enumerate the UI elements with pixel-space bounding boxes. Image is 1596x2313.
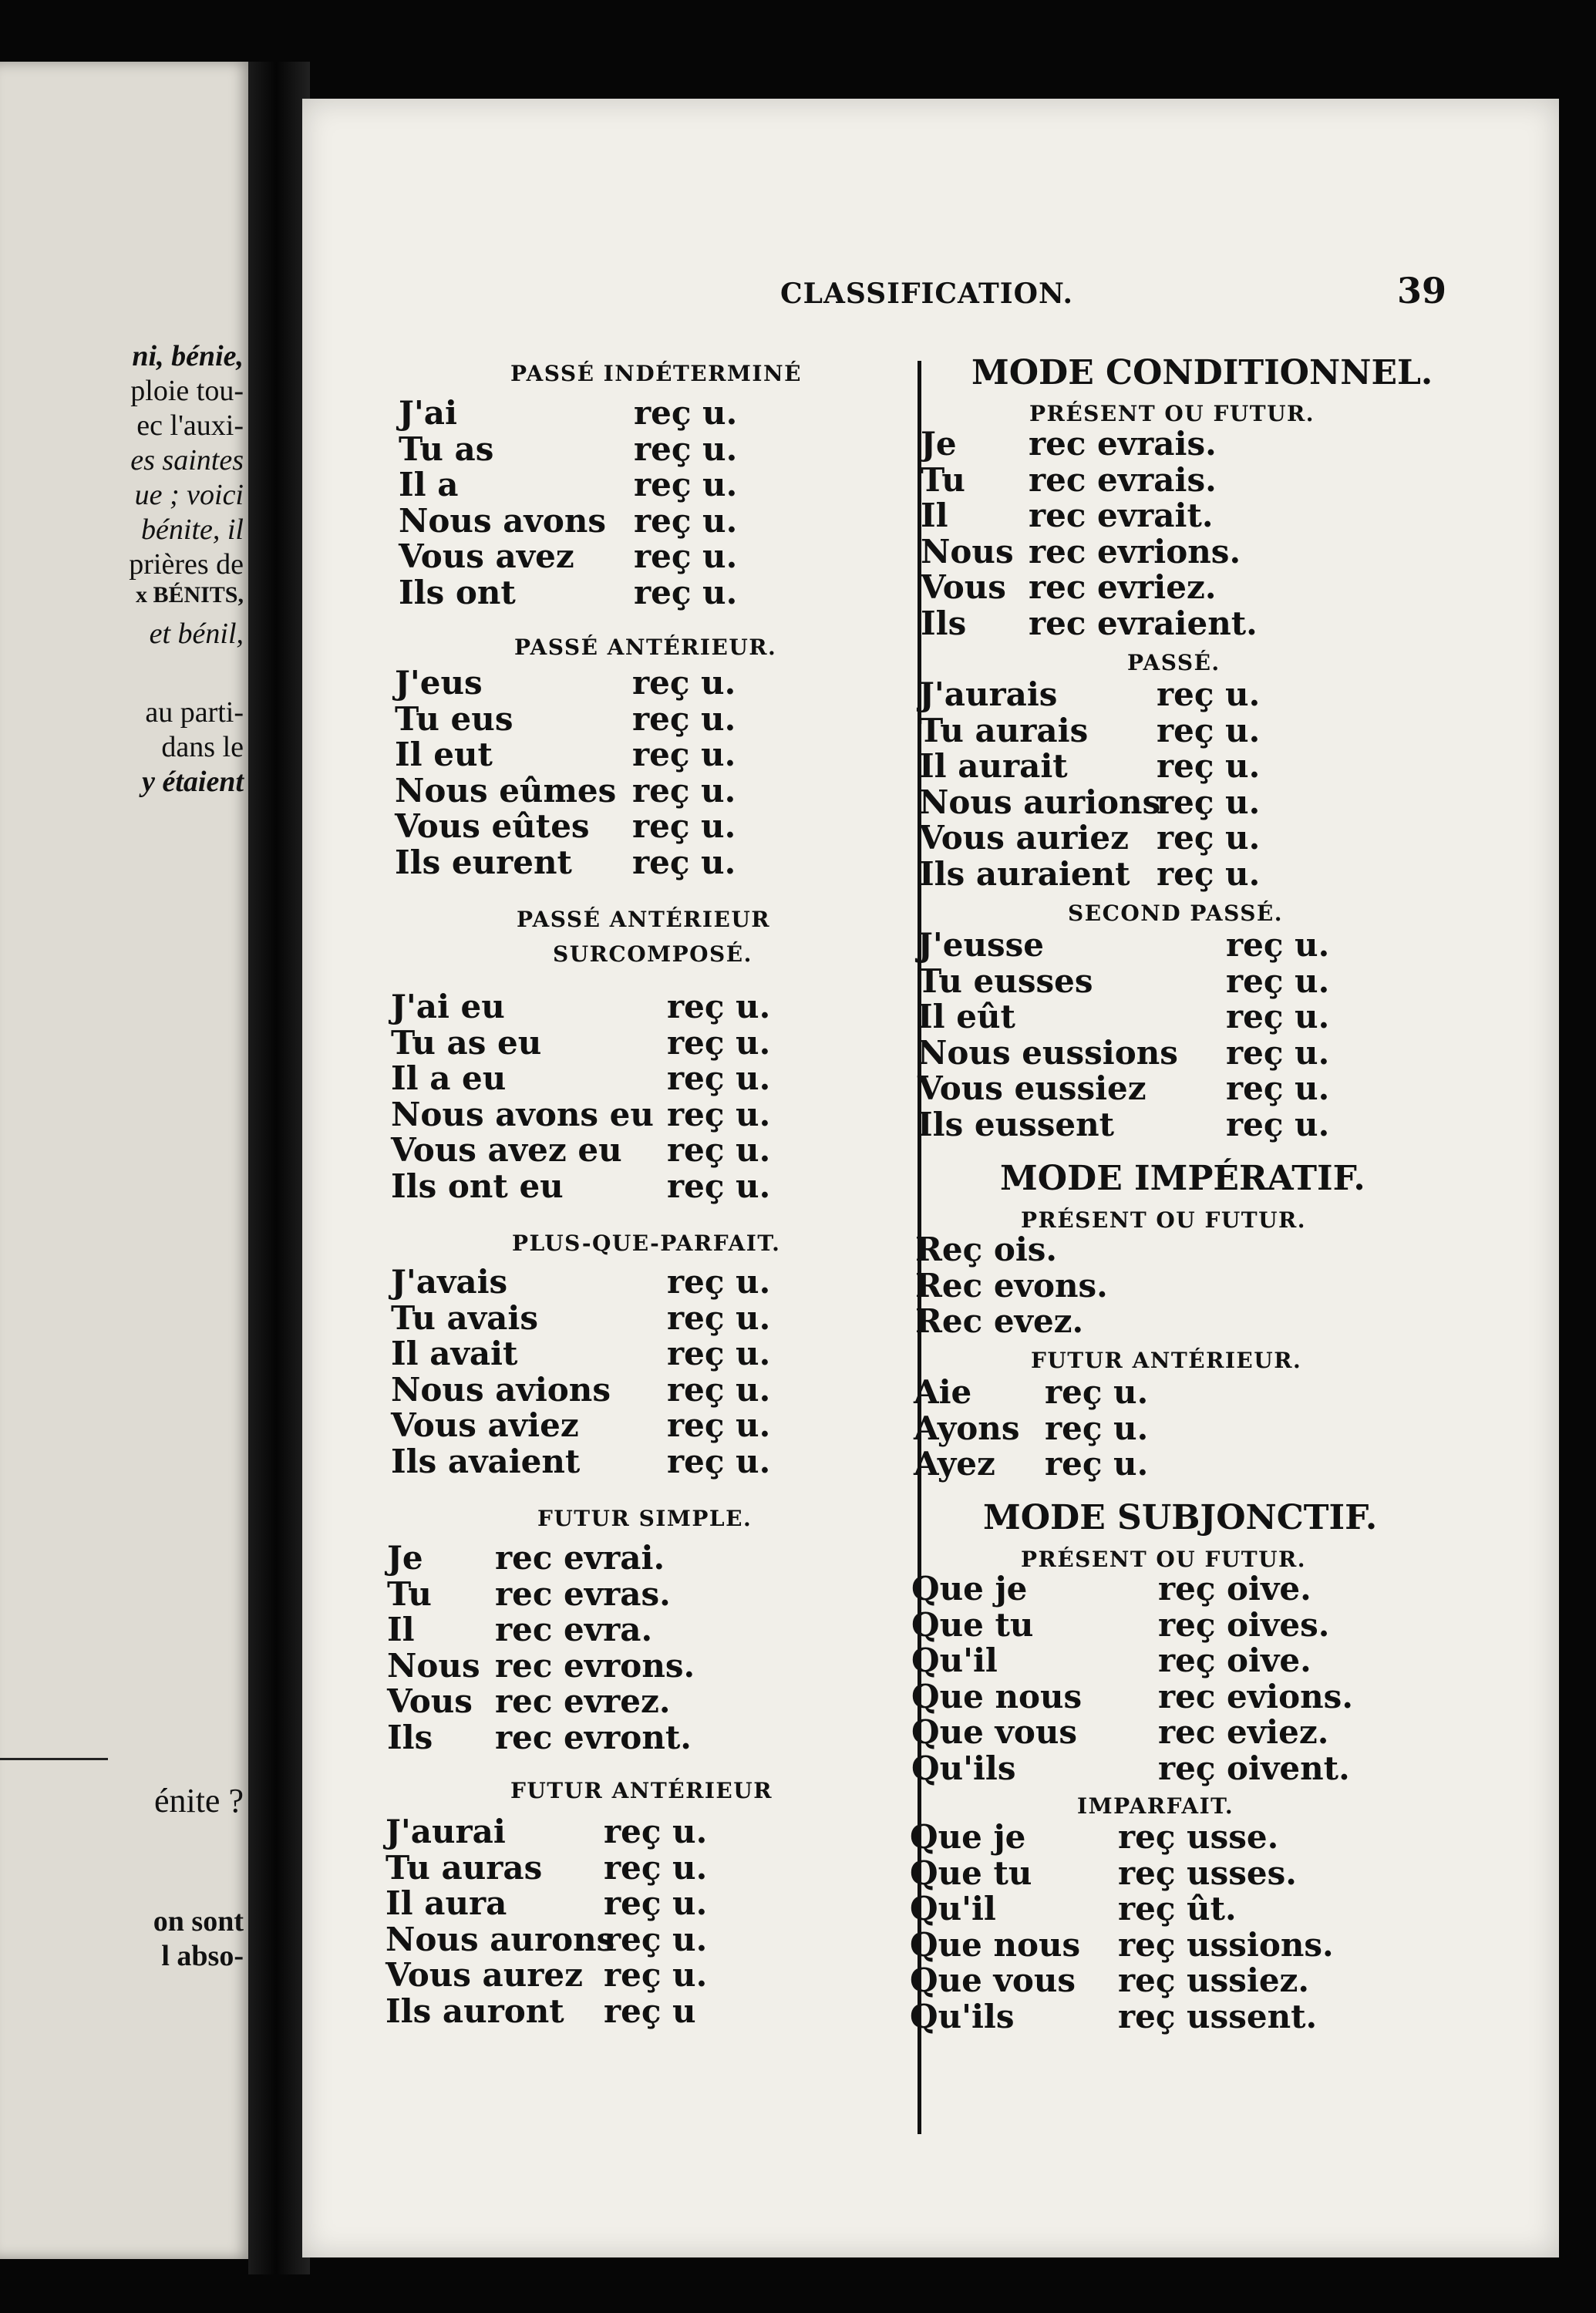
conjugation-row	[911, 1715, 1451, 1750]
pronoun: Vous aviez	[391, 1406, 579, 1444]
verb-form: Rec evons.	[915, 1266, 1108, 1305]
conjugation-row	[395, 845, 934, 880]
conjugation-row	[399, 539, 938, 574]
conjugation-row	[918, 1035, 1457, 1071]
adjacent-page-fragment	[0, 62, 254, 2259]
conjugation-row	[918, 1071, 1457, 1106]
conjugation-row	[391, 1025, 931, 1061]
left-page-line: bénite, il	[141, 513, 244, 546]
conjugation-row	[910, 1820, 1450, 1855]
conjugation-row	[911, 1751, 1451, 1786]
conjugation-row	[391, 1372, 931, 1408]
conjugation-row	[919, 749, 1459, 784]
verb-form: reç u.	[1045, 1445, 1149, 1483]
pronoun: Ils eurent	[395, 843, 572, 881]
pronoun: Tu as eu	[391, 1023, 542, 1062]
section-heading: SECOND PASSÉ.	[1068, 901, 1284, 926]
verb-form: reç u.	[667, 988, 771, 1025]
pronoun: Ils auront	[386, 1991, 564, 2030]
pronoun: J'aurais	[919, 675, 1058, 713]
conjugation-row	[919, 785, 1459, 820]
conjugation-row	[910, 1853, 1450, 1892]
verb-form: reç u.	[667, 1095, 771, 1133]
conjugation-row	[395, 737, 934, 773]
pronoun: Qu'ils	[910, 1997, 1015, 2035]
verb-form: reç ussent.	[1118, 1997, 1318, 2035]
conjugation-row	[918, 999, 1457, 1035]
pronoun: Que vous	[911, 1713, 1078, 1751]
conjugation-row	[399, 429, 938, 468]
verb-form: reç oive.	[1158, 1570, 1311, 1608]
pronoun: Nous avons eu	[391, 1095, 654, 1133]
running-header: CLASSIFICATION.	[780, 278, 1074, 310]
section-subheading: SURCOMPOSÉ.	[553, 941, 753, 967]
conjugation-row	[921, 534, 1460, 570]
pronoun: Que tu	[910, 1853, 1032, 1892]
pronoun: Nous avions	[391, 1370, 611, 1409]
left-page-line: ue ; voici	[134, 479, 244, 511]
pronoun: Nous eussions	[918, 1033, 1178, 1072]
verb-form: reç u.	[634, 394, 738, 432]
pronoun: Vous eûtes	[395, 807, 590, 845]
conjugation-row	[914, 1375, 1453, 1410]
conjugation-row	[391, 1264, 931, 1300]
left-page-line: es saintes	[130, 444, 244, 476]
pronoun: Ils ont	[399, 573, 516, 611]
pronoun: Tu auras	[386, 1848, 543, 1887]
pronoun: Il	[921, 497, 948, 534]
verb-form: reç u.	[667, 1263, 771, 1301]
conjugation-row	[910, 1925, 1450, 1964]
conjugation-row	[386, 1991, 925, 2030]
pronoun: Ayons	[914, 1409, 1020, 1447]
verb-form: reç u.	[634, 537, 738, 575]
conjugation-row	[921, 606, 1460, 641]
verb-form: reç u.	[667, 1059, 771, 1097]
pronoun: Je	[921, 425, 957, 463]
conjugation-row	[911, 1605, 1451, 1644]
verb-form: reç u.	[667, 1335, 771, 1372]
pronoun: Nous aurions	[919, 783, 1161, 821]
conjugation-row	[387, 1612, 927, 1648]
verb-form: reç u.	[1226, 961, 1330, 1000]
section-heading: FUTUR ANTÉRIEUR.	[1031, 1348, 1302, 1373]
left-page-line: énite ?	[153, 1782, 244, 1820]
verb-form: Reç ois.	[915, 1231, 1058, 1268]
conjugation-row	[910, 1999, 1450, 2035]
conjugation-row	[921, 426, 1460, 462]
conjugation-row	[911, 1571, 1451, 1607]
verb-form: reç u.	[1157, 747, 1261, 785]
verb-form: rec evrai.	[495, 1539, 665, 1577]
pronoun: Tu aurais	[919, 711, 1089, 749]
conjugation-row	[391, 989, 931, 1025]
pronoun: Que je	[911, 1570, 1028, 1608]
verb-form: reç u.	[667, 1131, 771, 1169]
conjugation-row	[387, 1720, 927, 1756]
left-page-line: ec l'auxi-	[136, 409, 244, 442]
verb-form: reç u.	[1157, 819, 1261, 857]
conjugation-row	[387, 1540, 927, 1576]
verb-form: reç usses.	[1118, 1853, 1297, 1892]
conjugation-row	[921, 570, 1460, 605]
pronoun: Tu	[921, 460, 965, 499]
conjugation-row	[386, 1814, 925, 1850]
conjugation-row	[391, 1133, 931, 1168]
section-heading: IMPARFAIT.	[1077, 1793, 1234, 1819]
verb-form: reç u.	[1157, 711, 1261, 749]
pronoun: Ayez	[914, 1445, 995, 1483]
pronoun: Qu'il	[910, 1890, 996, 1928]
conjugation-row	[399, 467, 938, 503]
verb-form: rec evraient.	[1029, 604, 1258, 642]
conjugation-row	[387, 1684, 927, 1719]
pronoun: J'ai eu	[391, 988, 505, 1025]
conjugation-row	[911, 1643, 1451, 1678]
verb-form: rec evront.	[495, 1718, 692, 1756]
left-page-line: prières de	[129, 548, 244, 581]
verb-form: rec evrez.	[495, 1682, 671, 1720]
conjugation-row	[395, 665, 934, 701]
section-heading: FUTUR ANTÉRIEUR	[510, 1778, 773, 1803]
pronoun: Il a	[399, 466, 459, 503]
verb-form: reç u.	[604, 1848, 708, 1887]
pronoun: Qu'ils	[911, 1749, 1016, 1787]
conjugation-row	[919, 820, 1459, 856]
conjugation-row	[918, 1107, 1457, 1143]
pronoun: Ils eussent	[918, 1105, 1115, 1143]
left-page-rule	[0, 1758, 108, 1760]
verb-form: reç u	[604, 1991, 696, 2030]
verb-form: reç u.	[1157, 783, 1261, 821]
conjugation-row	[919, 713, 1459, 749]
pronoun: Tu as	[399, 429, 494, 468]
conjugation-row	[391, 1298, 931, 1337]
pronoun: Nous aurons	[386, 1920, 615, 1958]
left-page-line: et bénil,	[149, 618, 244, 650]
pronoun: Tu	[387, 1574, 432, 1613]
conjugation-row	[399, 575, 938, 611]
conjugation-row	[921, 460, 1460, 499]
conjugation-row	[910, 1963, 1450, 1998]
verb-form: rec evrais.	[1029, 460, 1217, 499]
conjugation-row	[399, 503, 938, 539]
verb-form: reç ût.	[1118, 1890, 1237, 1928]
pronoun: Ils auraient	[919, 854, 1130, 893]
verb-form: reç u.	[667, 1023, 771, 1062]
verb-form: reç usse.	[1118, 1818, 1279, 1856]
conjugation-row	[914, 1411, 1453, 1446]
pronoun: Vous avez eu	[391, 1131, 622, 1169]
section-heading: PLUS-QUE-PARFAIT.	[512, 1231, 781, 1256]
conjugation-row	[395, 699, 934, 738]
left-page-line: x BÉNITS,	[135, 582, 244, 608]
conjugation-row	[919, 677, 1459, 712]
left-page-line: ni, bénie,	[132, 340, 244, 372]
pronoun: Tu eus	[395, 699, 513, 738]
conjugation-row	[910, 1891, 1450, 1927]
section-heading: PRÉSENT OU FUTUR.	[1029, 401, 1315, 426]
conjugation-row	[395, 809, 934, 844]
pronoun: J'eus	[395, 664, 483, 702]
left-page-line: l abso-	[161, 1940, 244, 1972]
verb-form: reç oivent.	[1158, 1749, 1350, 1787]
verb-form: reç u.	[1226, 1069, 1330, 1107]
verb-form: reç u.	[1226, 1105, 1330, 1143]
verb-form: reç u.	[632, 664, 736, 702]
verb-form: reç u.	[604, 1956, 708, 1994]
pronoun: Vous auriez	[919, 819, 1129, 857]
left-page-line: dans le	[161, 731, 244, 763]
verb-form: reç u.	[1226, 1033, 1330, 1072]
verb-form: reç u.	[1226, 998, 1330, 1035]
pronoun: Qu'il	[911, 1641, 998, 1679]
verb-form: rec eviez.	[1158, 1713, 1329, 1751]
section-heading: PASSÉ.	[1127, 650, 1221, 675]
conjugation-row	[387, 1648, 927, 1684]
left-page-line: on sont	[153, 1905, 244, 1938]
verb-form: reç u.	[634, 466, 738, 503]
verb-form: reç u.	[634, 429, 738, 468]
pronoun: Vous aurez	[386, 1956, 583, 1994]
verb-form: reç u.	[667, 1442, 771, 1480]
pronoun: Il aura	[386, 1884, 507, 1922]
conjugation-row	[386, 1922, 925, 1958]
mode-heading: MODE CONDITIONNEL.	[971, 353, 1433, 392]
verb-form: reç u.	[604, 1920, 708, 1958]
verb-form: rec evrions.	[1029, 532, 1241, 571]
conjugation-row	[386, 1886, 925, 1921]
conjugation-row	[387, 1574, 927, 1613]
verb-form: reç oive.	[1158, 1641, 1311, 1679]
conjugation-row	[918, 961, 1457, 1000]
pronoun: Ils	[387, 1718, 433, 1756]
mode-heading: MODE IMPÉRATIF.	[1000, 1159, 1365, 1198]
pronoun: Il eut	[395, 736, 493, 773]
conjugation-row	[386, 1958, 925, 1993]
pronoun: Il avait	[391, 1335, 518, 1372]
section-heading: FUTUR SIMPLE.	[537, 1506, 753, 1531]
conjugation-row	[391, 1444, 931, 1480]
conjugation-row	[914, 1446, 1453, 1482]
verb-form: reç oives.	[1158, 1605, 1330, 1644]
verb-form: reç u.	[632, 736, 736, 773]
conjugation-row	[391, 1169, 931, 1204]
conjugation-row	[915, 1268, 1455, 1304]
conjugation-row	[399, 396, 938, 431]
section-heading: PRÉSENT OU FUTUR.	[1021, 1207, 1307, 1233]
pronoun: Nous	[387, 1646, 480, 1685]
verb-form: rec evions.	[1158, 1677, 1353, 1715]
pronoun: Que je	[910, 1818, 1026, 1856]
verb-form: reç u.	[667, 1370, 771, 1409]
verb-form: reç ussions.	[1118, 1925, 1334, 1964]
conjugation-row	[915, 1304, 1455, 1339]
pronoun: J'eusse	[918, 926, 1045, 964]
pronoun: Il aurait	[919, 747, 1068, 785]
pronoun: Tu eusses	[918, 961, 1093, 1000]
pronoun: Il a eu	[391, 1059, 507, 1097]
pronoun: Que vous	[910, 1961, 1076, 1999]
verb-form: reç u.	[632, 771, 736, 810]
verb-form: reç u.	[632, 699, 736, 738]
pronoun: Vous avez	[399, 537, 574, 575]
verb-form: reç ussiez.	[1118, 1961, 1310, 1999]
verb-form: rec evras.	[495, 1574, 671, 1613]
conjugation-row	[911, 1679, 1451, 1715]
verb-form: rec evrons.	[495, 1646, 695, 1685]
pronoun: Je	[387, 1539, 423, 1577]
verb-form: rec evriez.	[1029, 568, 1217, 606]
verb-form: reç u.	[667, 1167, 771, 1205]
verb-form: reç u.	[634, 501, 738, 540]
conjugation-row	[391, 1097, 931, 1133]
verb-form: reç u.	[632, 807, 736, 845]
pronoun: Que nous	[911, 1677, 1083, 1715]
conjugation-row	[921, 498, 1460, 534]
pronoun: Que tu	[911, 1605, 1034, 1644]
verb-form: reç u.	[634, 573, 738, 611]
pronoun: Ils	[921, 604, 967, 642]
verb-form: rec evrait.	[1029, 497, 1214, 534]
pronoun: J'ai	[399, 394, 457, 432]
pronoun: Il eût	[918, 998, 1015, 1035]
verb-form: reç u.	[1045, 1409, 1149, 1447]
page-number: 39	[1397, 270, 1447, 311]
verb-form: reç u.	[1157, 675, 1261, 713]
pronoun: Nous	[921, 532, 1014, 571]
pronoun: Ils ont eu	[391, 1167, 564, 1205]
left-page-line: au parti-	[145, 696, 244, 729]
conjugation-row	[918, 928, 1457, 963]
pronoun: J'avais	[391, 1263, 508, 1301]
verb-form: reç u.	[632, 843, 736, 881]
book-gutter	[248, 62, 310, 2274]
section-heading: PASSÉ ANTÉRIEUR	[517, 907, 771, 932]
verb-form: reç u.	[1157, 854, 1261, 893]
pronoun: Aie	[914, 1373, 972, 1411]
pronoun: J'aurai	[386, 1813, 506, 1850]
main-page	[302, 99, 1559, 2257]
left-page-line: ploie tou-	[130, 375, 244, 407]
pronoun: Vous	[921, 568, 1006, 606]
conjugation-row	[915, 1232, 1455, 1268]
pronoun: Nous eûmes	[395, 771, 617, 810]
conjugation-row	[386, 1850, 925, 1886]
verb-form: reç u.	[1226, 926, 1330, 964]
conjugation-row	[391, 1336, 931, 1372]
conjugation-row	[391, 1408, 931, 1443]
mode-heading: MODE SUBJONCTIF.	[983, 1498, 1378, 1537]
left-page-line: y étaient	[142, 766, 244, 798]
verb-form: reç u.	[667, 1406, 771, 1444]
section-heading: PASSÉ ANTÉRIEUR.	[514, 635, 777, 660]
verb-form: Rec evez.	[915, 1302, 1084, 1340]
verb-form: rec evra.	[495, 1611, 653, 1648]
pronoun: Tu avais	[391, 1298, 538, 1337]
verb-form: reç u.	[1045, 1373, 1149, 1411]
conjugation-row	[919, 854, 1459, 893]
verb-form: reç u.	[667, 1298, 771, 1337]
pronoun: Vous eussiez	[918, 1069, 1146, 1107]
conjugation-row	[391, 1061, 931, 1096]
pronoun: Il	[387, 1611, 415, 1648]
section-heading: PASSÉ INDÉTERMINÉ	[510, 361, 802, 386]
pronoun: Vous	[387, 1682, 473, 1720]
verb-form: reç u.	[604, 1884, 708, 1922]
verb-form: reç u.	[604, 1813, 708, 1850]
pronoun: Que nous	[910, 1925, 1081, 1964]
conjugation-row	[395, 773, 934, 809]
verb-form: rec evrais.	[1029, 425, 1217, 463]
pronoun: Nous avons	[399, 501, 607, 540]
pronoun: Ils avaient	[391, 1442, 581, 1480]
section-heading: PRÉSENT OU FUTUR.	[1021, 1547, 1307, 1572]
